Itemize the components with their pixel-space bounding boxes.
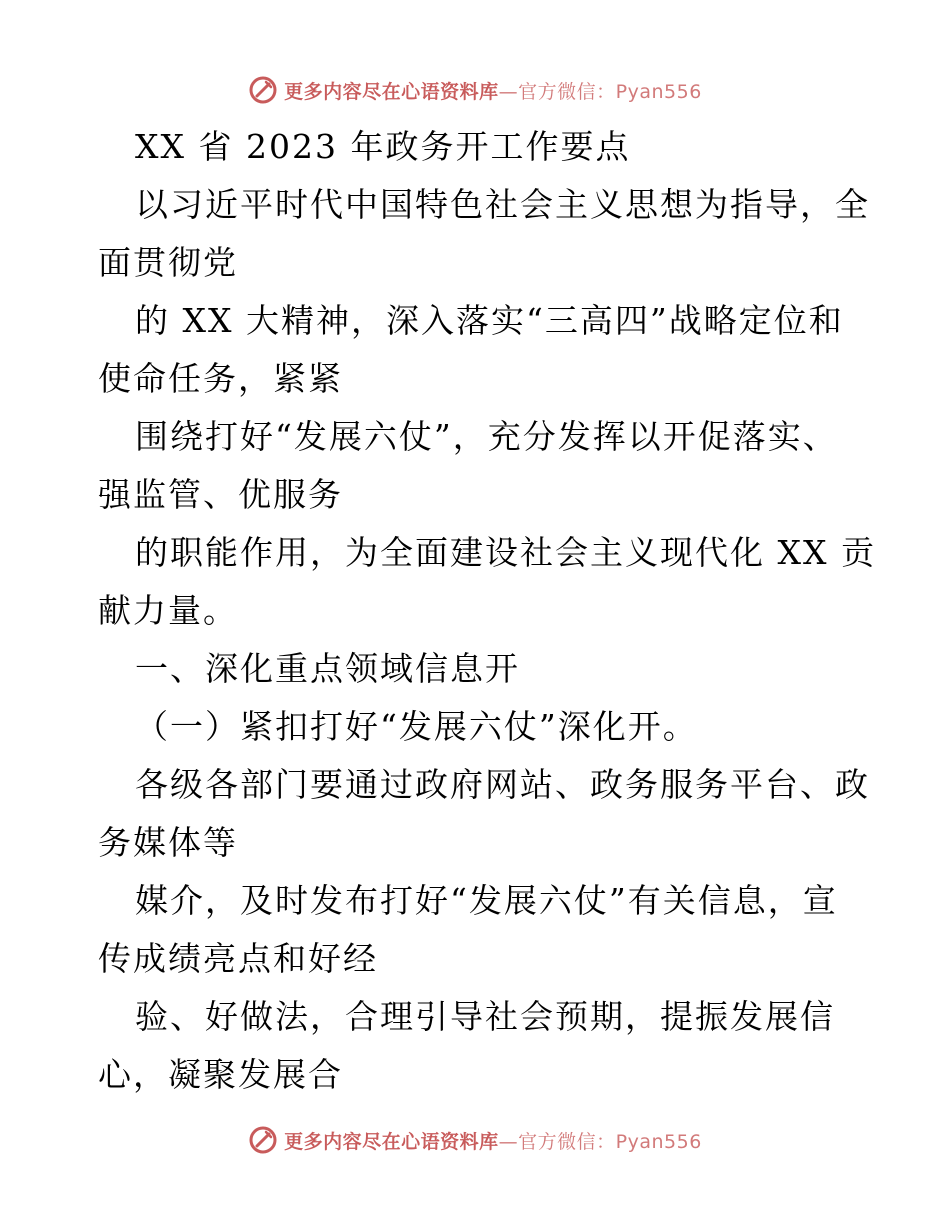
document-body — [98, 118, 876, 1104]
paragraph-line: 面贯彻党 — [98, 243, 238, 282]
watermark-separator: — — [498, 80, 519, 103]
paragraph-line: 以习近平时代中国特色社会主义思想为指导，全 — [135, 185, 870, 224]
subsection-heading: （一）紧扣打好“发展六仗”深化开。 — [135, 707, 698, 746]
watermark-brand: 更多内容尽在心语资料库 — [284, 1130, 499, 1153]
paragraph-line: 务媒体等 — [98, 823, 238, 862]
paragraph-line: 使命任务，紧紧 — [98, 359, 343, 398]
header-watermark — [0, 70, 950, 110]
brand-logo-icon — [248, 75, 278, 105]
paragraph-line: 的 XX 大精神，深入落实“三高四”战略定位和 — [135, 301, 844, 340]
paragraph-line: 献力量。 — [98, 591, 238, 630]
footer-watermark — [0, 1120, 950, 1160]
section-heading: 一、深化重点领域信息开 — [135, 649, 520, 688]
paragraph-line: 心，凝聚发展合 — [98, 1055, 343, 1094]
paragraph-line: 媒介，及时发布打好“发展六仗”有关信息，宣 — [135, 881, 838, 920]
watermark-contact: 官方微信：Pyan556 — [518, 1130, 702, 1153]
paragraph-line: 传成绩亮点和好经 — [98, 939, 378, 978]
paragraph-line: 各级各部门要通过政府网站、政务服务平台、政 — [135, 765, 870, 804]
brand-logo-icon — [248, 1125, 278, 1155]
watermark-contact: 官方微信：Pyan556 — [518, 80, 702, 103]
watermark-brand: 更多内容尽在心语资料库 — [284, 80, 499, 103]
paragraph-line: 验、好做法，合理引导社会预期，提振发展信 — [135, 997, 835, 1036]
paragraph-line: 围绕打好“发展六仗”，充分发挥以开促落实、 — [135, 417, 838, 456]
paragraph-line: 强监管、优服务 — [98, 475, 343, 514]
watermark-separator: — — [498, 1130, 519, 1153]
paragraph-line: 的职能作用，为全面建设社会主义现代化 XX 贡 — [135, 533, 876, 572]
document-title: XX 省 2023 年政务开工作要点 — [135, 127, 631, 166]
